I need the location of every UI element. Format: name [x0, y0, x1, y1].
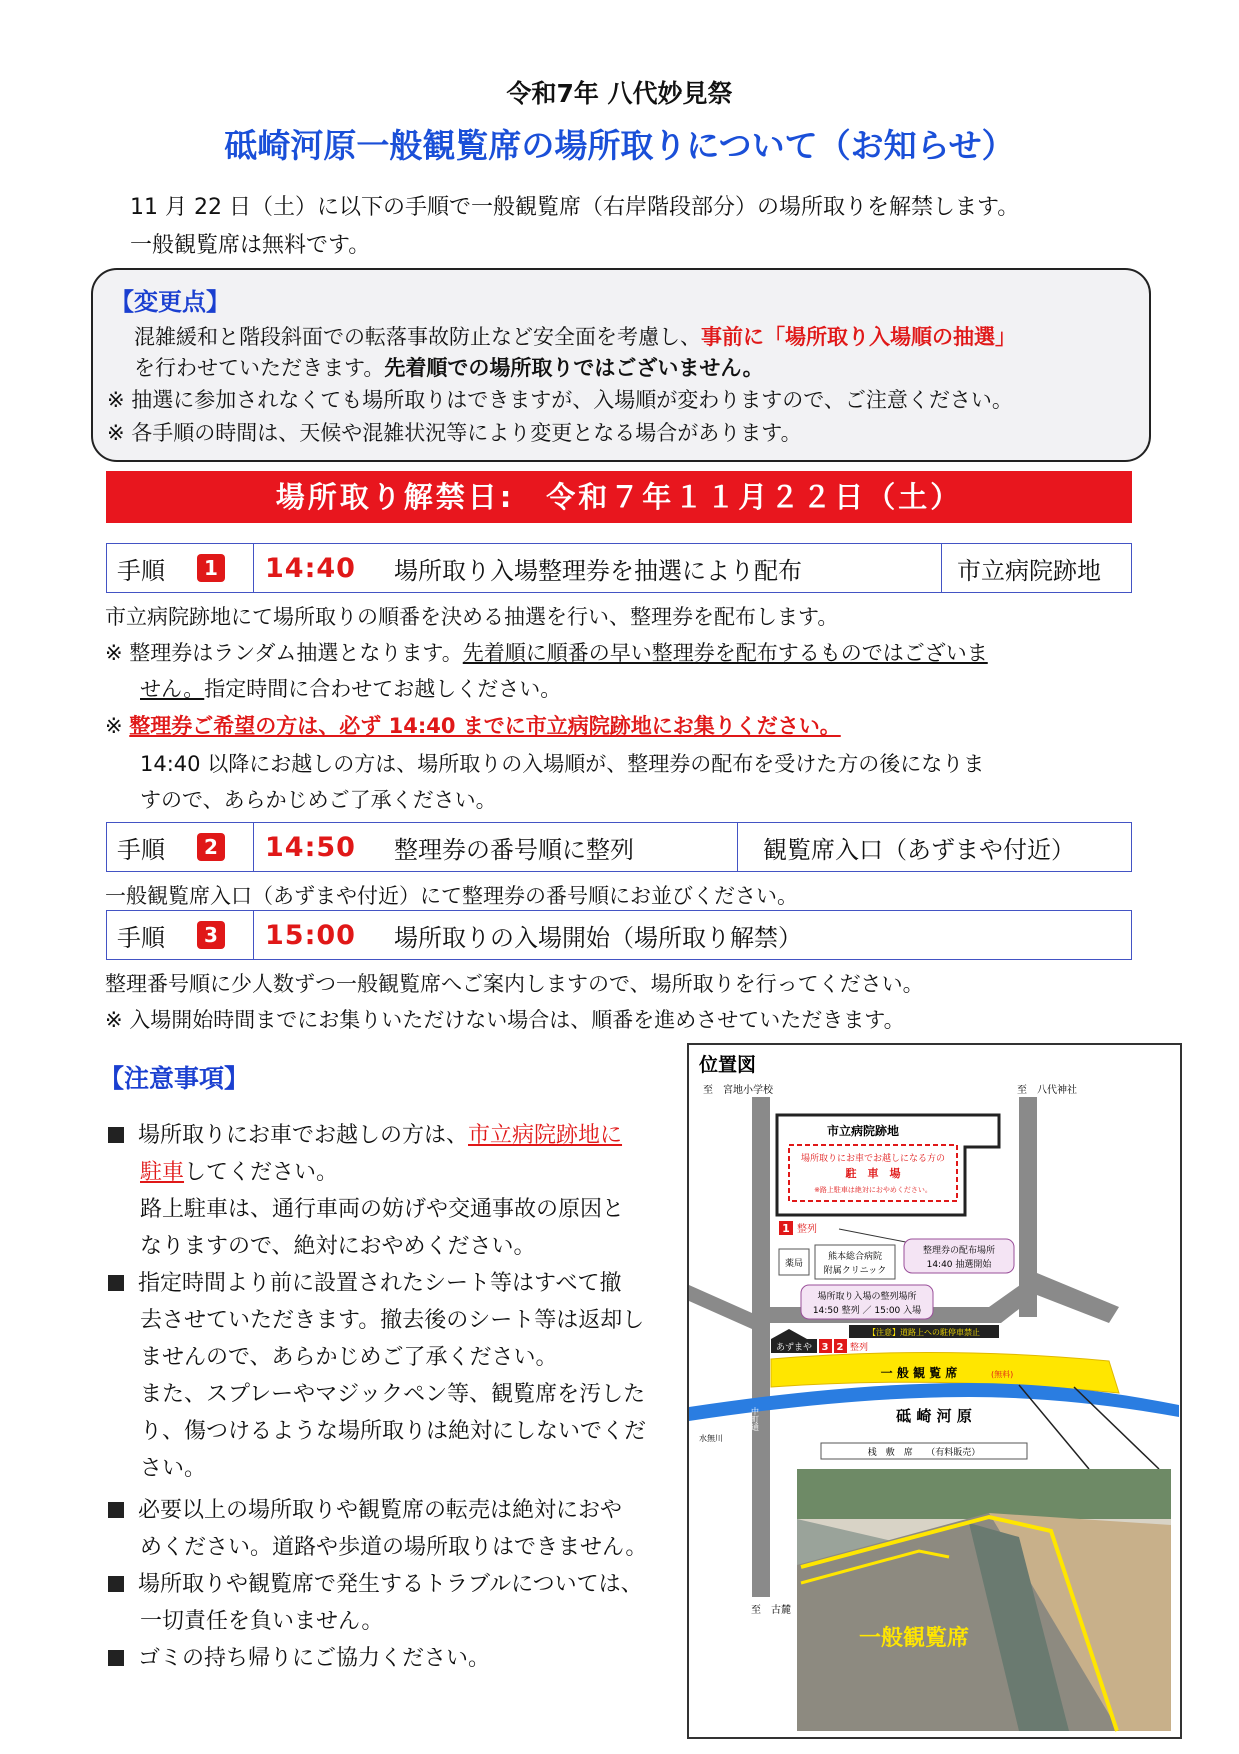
note-2-line-4: また、スプレーやマジックペン等、観覧席を汚した — [140, 1382, 646, 1407]
deadline-warning: 整理券ご希望の方は、必ず 14:40 までに市立病院跡地にお集りください。 — [129, 714, 841, 738]
note-2-line-3: ませんので、あらかじめご了承ください。 — [140, 1345, 558, 1370]
marker-1-seiretsu: 整列 — [797, 1224, 817, 1235]
step-label: 手順 — [117, 556, 165, 585]
note-1-line-4: なりますので、絶対におやめください。 — [140, 1234, 536, 1259]
marker-3-number: 3 — [821, 1342, 829, 1353]
step-place: 観覧席入口（あずまや付近） — [763, 835, 1075, 864]
note-1-line-2 — [140, 1155, 338, 1186]
to-school-label: 至 宮地小学校 — [703, 1085, 773, 1096]
note-4-line-1 — [108, 1567, 643, 1598]
general-seat-free: (無料) — [991, 1370, 1014, 1379]
step-1-text-4 — [105, 710, 841, 740]
changes-not-first-come: 先着順での場所取りではございません。 — [384, 356, 764, 380]
pharmacy-label: 薬局 — [784, 1259, 804, 1269]
marker-2-number: 2 — [836, 1342, 844, 1353]
queue-label-2: 14:50 整列 ／ 15:00 入場 — [812, 1306, 922, 1316]
step-label: 手順 — [117, 835, 165, 864]
intro-line-2: 一般観覧席は無料です。 — [130, 233, 371, 258]
bullet-square-icon — [108, 1275, 124, 1291]
step-1-text-1: 市立病院跡地にて場所取りの順番を決める抽選を行い、整理券を配布します。 — [105, 605, 839, 629]
note-2-line-2: 去させていただきます。撤去後のシート等は返却し — [140, 1308, 645, 1333]
general-seat-label: 一 般 観 覧 席 — [880, 1366, 958, 1380]
step-label: 手順 — [117, 923, 165, 952]
release-date-banner: 場所取り解禁日: 令和７年１１月２２日（土） — [106, 471, 1132, 523]
page-subtitle: 令和7年 八代妙見祭 — [506, 79, 733, 108]
note-text: 場所取りにお車でお越しの方は、 — [138, 1123, 469, 1148]
note-text: してください。 — [184, 1160, 339, 1185]
step-description: 整理券の番号順に整列 — [393, 835, 634, 864]
riverbed-label: 砥 崎 河 原 — [896, 1407, 972, 1425]
changes-text: を行わせていただきます。 — [134, 356, 385, 380]
clinic-label-2: 附属クリニック — [823, 1266, 887, 1276]
step-2-text: 一般観覧席入口（あずまや付近）にて整理券の番号順にお並びください。 — [105, 884, 798, 908]
note-2-line-1 — [108, 1266, 622, 1297]
azumaya-roof — [771, 1329, 807, 1339]
underlined-text: せん。 — [140, 677, 205, 701]
queue-label-1: 場所取り入場の整列場所 — [817, 1292, 917, 1302]
step-2-row — [106, 822, 1132, 872]
note-1-line-1 — [108, 1118, 622, 1149]
step-1-text-2 — [105, 637, 988, 667]
distribution-label-2: 14:40 抽選開始 — [926, 1260, 992, 1270]
bullet-square-icon — [108, 1650, 124, 1666]
photo-trees — [797, 1469, 1171, 1519]
step-number-badge: 1 — [197, 554, 225, 582]
no-parking-label: 【注意】道路上への駐停車禁止 — [868, 1328, 980, 1337]
azumaya-label: あずまや — [775, 1343, 813, 1353]
changes-line-2 — [134, 352, 764, 382]
parking-label-1: 場所取りにお車でお越しになる方の — [800, 1154, 946, 1164]
note-5-line-1 — [108, 1641, 490, 1672]
note-2-line-6: さい。 — [140, 1456, 207, 1481]
parking-label-2: 駐 車 場 — [845, 1167, 901, 1180]
bullet-square-icon — [108, 1576, 124, 1592]
step-3-text-1: 整理番号順に少人数ずつ一般観覧席へご案内しますので、場所取りを行ってください。 — [105, 972, 924, 996]
paid-seat-label: 桟 敷 席 （有料販売） — [867, 1448, 981, 1458]
changes-line-3: ※ 抽選に参加されなくても場所取りはできますが、入場順が変わりますので、ご注意ください。 — [107, 388, 1013, 412]
mizunashi-label: 水無川 — [699, 1434, 723, 1443]
step-1-row — [106, 543, 1132, 593]
bullet-square-icon — [108, 1127, 124, 1143]
to-shrine-label: 至 八代神社 — [1017, 1085, 1077, 1096]
note-prefix: ※ 整理券はランダム抽選となります。 — [105, 641, 463, 665]
location-map — [687, 1043, 1182, 1739]
road-west — [689, 1285, 752, 1329]
marker-1-number: 1 — [782, 1222, 790, 1235]
map-drawing — [689, 1045, 1180, 1737]
changes-title: 【変更点】 — [110, 288, 230, 316]
bullet-square-icon — [108, 1502, 124, 1518]
note-text: 場所取りや観覧席で発生するトラブルについては、 — [138, 1572, 643, 1597]
main-road — [752, 1097, 770, 1597]
step-1-text-5: 14:40 以降にお越しの方は、場所取りの入場順が、整理券の配布を受けた方の後になりま — [140, 752, 985, 776]
seat-photo — [797, 1469, 1171, 1731]
step-description: 場所取りの入場開始（場所取り解禁） — [393, 923, 802, 952]
intro-line-1: 11 月 22 日（土）に以下の手順で一般観覧席（右岸階段部分）の場所取りを解禁します。 — [130, 195, 1020, 220]
note-prefix: ※ — [105, 714, 130, 738]
step-place: 市立病院跡地 — [957, 556, 1101, 585]
step-description: 場所取り入場整理券を抽選により配布 — [393, 556, 802, 585]
step-time: 15:00 — [265, 919, 356, 951]
note-3-line-1 — [108, 1493, 622, 1524]
step-time: 14:40 — [265, 552, 356, 584]
note-text: 指定時間より前に設置されたシート等はすべて撤 — [138, 1271, 622, 1296]
note-text: ゴミの持ち帰りにご協力ください。 — [138, 1646, 491, 1671]
note-text: 指定時間に合わせてお越しください。 — [204, 677, 562, 701]
note-3-line-2: めください。道路や歩道の場所取りはできません。 — [140, 1535, 648, 1560]
underlined-text: 先着順に順番の早い整理券を配布するものではございま — [462, 641, 988, 665]
step-number-badge: 2 — [197, 833, 225, 861]
step-1-text-6: すので、あらかじめご了承ください。 — [140, 788, 497, 812]
marker-2-seiretsu: 整列 — [850, 1343, 869, 1353]
note-4-line-2: 一切責任を負いません。 — [140, 1609, 384, 1634]
step-3-row — [106, 910, 1132, 960]
clinic-label-1: 熊本総合病院 — [827, 1252, 883, 1262]
page-title: 砥崎河原一般観覧席の場所取りについて（お知らせ） — [224, 126, 1015, 165]
note-1-line-3: 路上駐車は、通行車両の妨げや交通事故の原因と — [140, 1197, 625, 1222]
road-northeast — [1037, 1273, 1119, 1323]
parking-word: 駐車 — [140, 1160, 185, 1185]
note-text: 必要以上の場所取りや観覧席の転売は絶対におや — [138, 1498, 623, 1523]
to-furufumoto-label: 至 古麓 — [751, 1605, 791, 1616]
changes-lottery-emphasis: 事前に「場所取り入場順の抽選」 — [701, 325, 1016, 349]
parking-location: 市立病院跡地に — [468, 1123, 623, 1148]
map-title: 位置図 — [699, 1054, 757, 1076]
hospital-site-label: 市立病院跡地 — [827, 1124, 900, 1138]
distribution-label-1: 整理券の配布場所 — [922, 1246, 996, 1256]
changes-line-1 — [134, 321, 1016, 351]
step-1-text-3 — [140, 673, 561, 703]
road-label: 中町通 — [750, 1407, 760, 1431]
changes-text: 混雑緩和と階段斜面での転落事故防止など安全面を考慮し、 — [134, 325, 701, 349]
step-3-text-2: ※ 入場開始時間までにお集りいただけない場合は、順番を進めさせていただきます。 — [105, 1008, 905, 1032]
step-number-badge: 3 — [197, 921, 225, 949]
changes-line-4: ※ 各手順の時間は、天候や混雑状況等により変更となる場合があります。 — [107, 421, 802, 445]
note-2-line-5: り、傷つけるような場所取りは絶対にしないでくだ — [140, 1419, 647, 1444]
photo-seat-label: 一般観覧席 — [859, 1626, 970, 1651]
step-time: 14:50 — [265, 831, 356, 863]
parking-label-3: ※路上駐車は絶対におやめください。 — [814, 1186, 932, 1194]
notes-title: 【注意事項】 — [99, 1064, 250, 1093]
